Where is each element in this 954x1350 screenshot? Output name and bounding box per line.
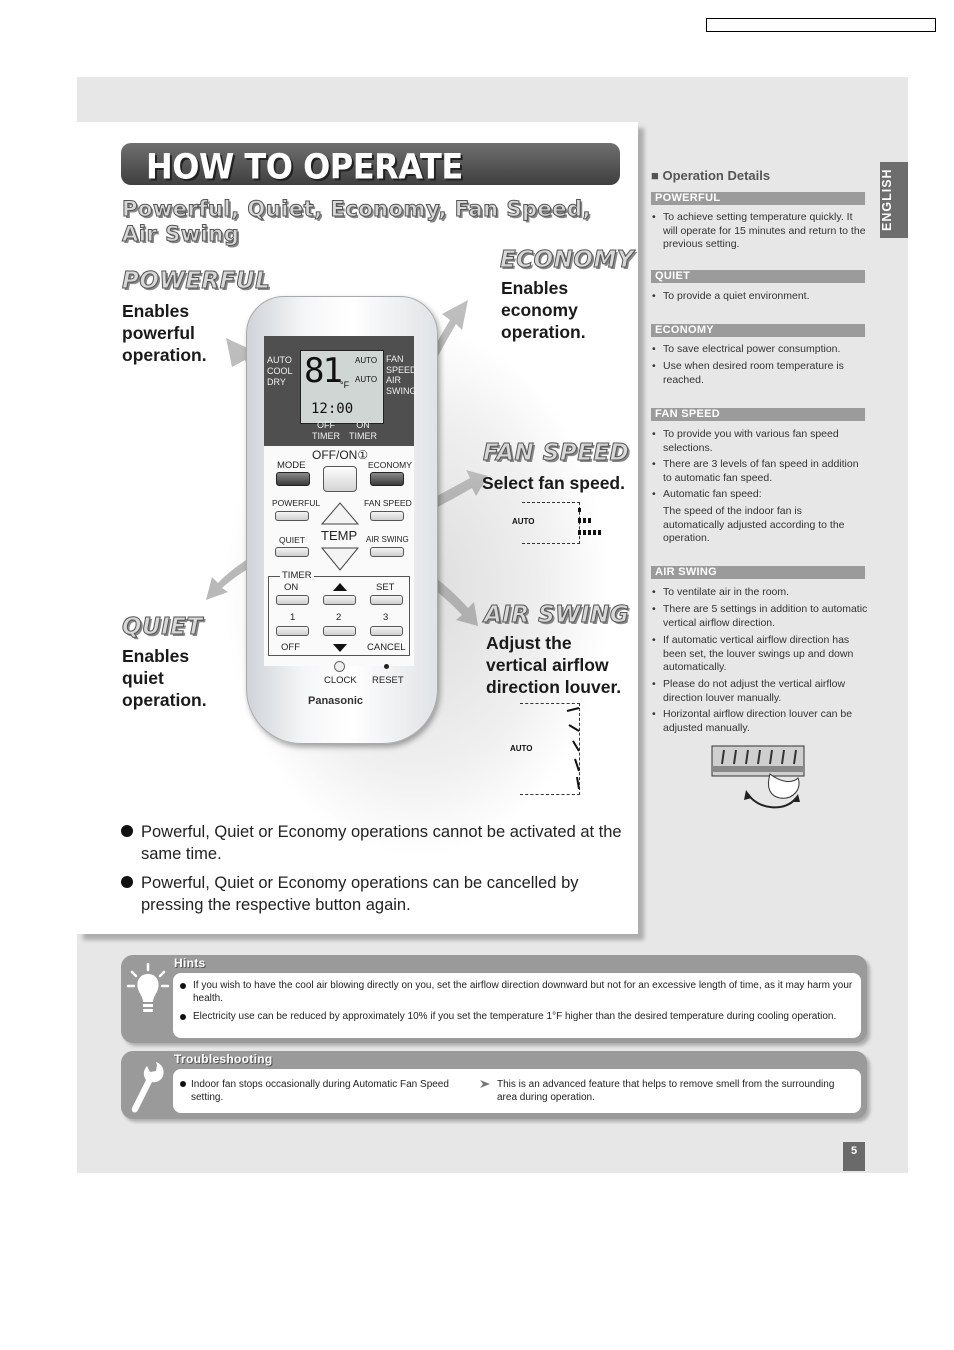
section-title: AIR SWING [655,566,717,578]
temp-up-button[interactable] [322,503,358,524]
economy-line-3: operation. [501,322,586,342]
hints-title: Hints [174,956,206,970]
swing-detail-2: • There are 5 settings in addition to automatic vertical airflow direction. [663,603,868,630]
section-title: ECONOMY [655,324,714,336]
timer-cancel-label: CANCEL [367,642,406,653]
powerful-description [122,300,207,366]
economy-button[interactable] [370,472,404,486]
hint-1: If you wish to have the cool air blowing directly on you, set the airflow direction downward but not for an excessive length of time, as it may harm your health. [193,980,853,1004]
air-swing-description [486,632,621,698]
powerful-button[interactable] [275,511,309,521]
fan-detail-1: • To provide you with various fan speed selections. [663,428,868,455]
economy-heading: ECONOMY [500,247,634,273]
section-economy [651,324,865,337]
air-swing-button[interactable] [370,547,404,557]
trouble-bullet [180,1081,186,1087]
louver-hand-illustration [710,744,806,812]
fan-speed-heading: FAN SPEED [483,440,630,466]
page-number: 5 [843,1142,865,1171]
economy-detail-1: • To save electrical power consumption. [663,343,868,357]
timer-up-button[interactable] [323,595,356,605]
fan-detail-extra: The speed of the indoor fan is automatically adjusted according to the operation. [663,505,845,544]
timer-on-button[interactable] [276,595,309,605]
timer-off-button[interactable] [276,626,309,636]
clock-button[interactable] [334,661,345,672]
powerful-heading: POWERFUL [122,268,271,294]
quiet-heading: QUIET [122,614,203,640]
air-swing-heading: AIR SWING [484,602,630,628]
lcd-dry: DRY [267,377,286,387]
economy-line-2: economy [501,300,578,320]
timer-down-button[interactable] [323,626,356,636]
timer-set-label: SET [376,582,395,593]
louver-positions-icon [565,705,587,793]
lcd-clock: 12:00 [311,401,354,417]
quiet-button[interactable] [275,547,309,557]
hint-bullet [180,983,186,989]
clock-label: CLOCK [324,675,357,686]
temp-label: TEMP [321,528,358,543]
fan-auto-label: AUTO [512,517,535,526]
powerful-label: POWERFUL [272,498,321,508]
fan-speed-label: FAN SPEED [364,498,412,508]
timer-label: TIMER [282,570,312,581]
subtitle-line-1: Powerful, Quiet, Economy, Fan Speed, [122,197,591,221]
note-1: Powerful, Quiet or Economy operations cannot be activated at the same time. [141,823,622,863]
brand-logo: Panasonic [308,695,364,707]
lcd-cool: COOL [267,366,293,376]
trouble-explanation: This is an advanced feature that helps to remove smell from the surrounding area during operation. [497,1079,835,1103]
powerful-detail: • To achieve setting temperature quickly. It will operate for 15 minutes and return to the previous setting. [663,211,868,252]
economy-line-1: Enables [501,278,569,298]
fan-detail-3: • Automatic fan speed: [663,488,868,502]
fan-speed-description: Select fan speed. [482,473,625,493]
num-3-label: 3 [383,612,389,623]
economy-label: ECONOMY [368,460,412,470]
mode-button[interactable] [276,472,310,486]
note-bullet [121,825,133,837]
timer-cancel-button[interactable] [370,626,403,636]
powerful-line-1: Enables [122,301,190,321]
section-fan-speed [651,408,865,421]
air-swing-line-2: vertical airflow [486,655,609,675]
lcd-unit: °F [340,380,350,390]
temp-down-button[interactable] [322,548,358,570]
section-quiet [651,270,865,283]
lcd-auto-swing: AUTO [355,375,378,384]
timer-set-button[interactable] [370,595,403,605]
reset-label: RESET [372,675,404,686]
lcd-auto: AUTO [267,355,292,365]
language-tab-label: ENGLISH [880,168,894,232]
air-swing-label: AIR SWING [366,535,409,544]
num-1-label: 1 [290,612,296,623]
section-title: QUIET [655,270,691,282]
trouble-symptom: Indoor fan stops occasionally during Automatic Fan Speed setting. [191,1079,449,1103]
timer-off-label: OFF [281,642,300,653]
swing-detail-5: • Horizontal airflow direction louver can be adjusted manually. [663,708,868,735]
timer-down-icon [333,644,347,652]
sidebar-heading: ■ Operation Details [651,168,771,183]
economy-description [501,277,586,343]
swing-detail-4: • Please do not adjust the vertical airflow direction louver manually. [663,678,868,705]
reset-button[interactable] [384,664,389,669]
lcd-auto-fan: AUTO [355,356,378,365]
off-on-label: OFF/ON① [312,448,369,462]
page-title: HOW TO OPERATE [146,146,463,188]
note-2: Powerful, Quiet or Economy operations can be cancelled by pressing the respective button again. [141,874,579,914]
timer-up-icon [333,583,347,591]
section-title: FAN SPEED [655,408,721,420]
lcd-air-swing: AIR SWING [386,375,417,396]
quiet-line-3: operation. [122,690,207,710]
wrench-icon [128,1060,166,1116]
fan-speed-button[interactable] [370,511,404,521]
economy-detail-2: • Use when desired room temperature is reached. [663,360,868,387]
off-on-button[interactable] [323,466,357,492]
fan-levels-icon [576,508,606,540]
quiet-line-2: quiet [122,668,164,688]
powerful-line-2: powerful [122,323,195,343]
powerful-line-3: operation. [122,345,207,365]
quiet-label: QUIET [279,535,305,545]
troubleshooting-title: Troubleshooting [174,1052,273,1066]
lcd-on-timer: ON TIMER [349,420,377,441]
quiet-detail: • To provide a quiet environment. [663,290,868,304]
lightbulb-icon [126,962,170,1018]
section-title: POWERFUL [655,192,721,204]
arrow-right-icon [480,1080,490,1088]
lcd-temperature: 81 [304,351,341,391]
lcd-off-timer: OFF TIMER [312,420,340,441]
swing-detail-3: • If automatic vertical airflow direction has been set, the louver swings up and down automatically. [663,634,868,675]
lcd-mode-list [267,355,293,388]
note-bullet [121,876,133,888]
quiet-line-1: Enables [122,646,190,666]
quiet-description [122,645,207,711]
section-powerful [651,192,865,205]
num-2-label: 2 [336,612,342,623]
fan-detail-2: • There are 3 levels of fan speed in addition to automatic fan speed. [663,458,868,485]
hint-2: Electricity use can be reduced by approximately 10% if you set the temperature 1°F higher than the desired temperature during cooling operation. [193,1011,837,1022]
subtitle-line-2: Air Swing [122,222,240,246]
air-swing-line-1: Adjust the [486,633,572,653]
air-swing-line-3: direction louver. [486,677,622,697]
mode-label: MODE [277,460,306,471]
swing-detail-1: • To ventilate air in the room. [663,586,868,600]
swing-auto-label: AUTO [510,744,533,753]
hint-bullet [180,1014,186,1020]
lcd-fan-speed: FAN SPEED [386,354,417,375]
timer-on-label: ON [284,582,299,593]
section-air-swing [651,566,865,579]
